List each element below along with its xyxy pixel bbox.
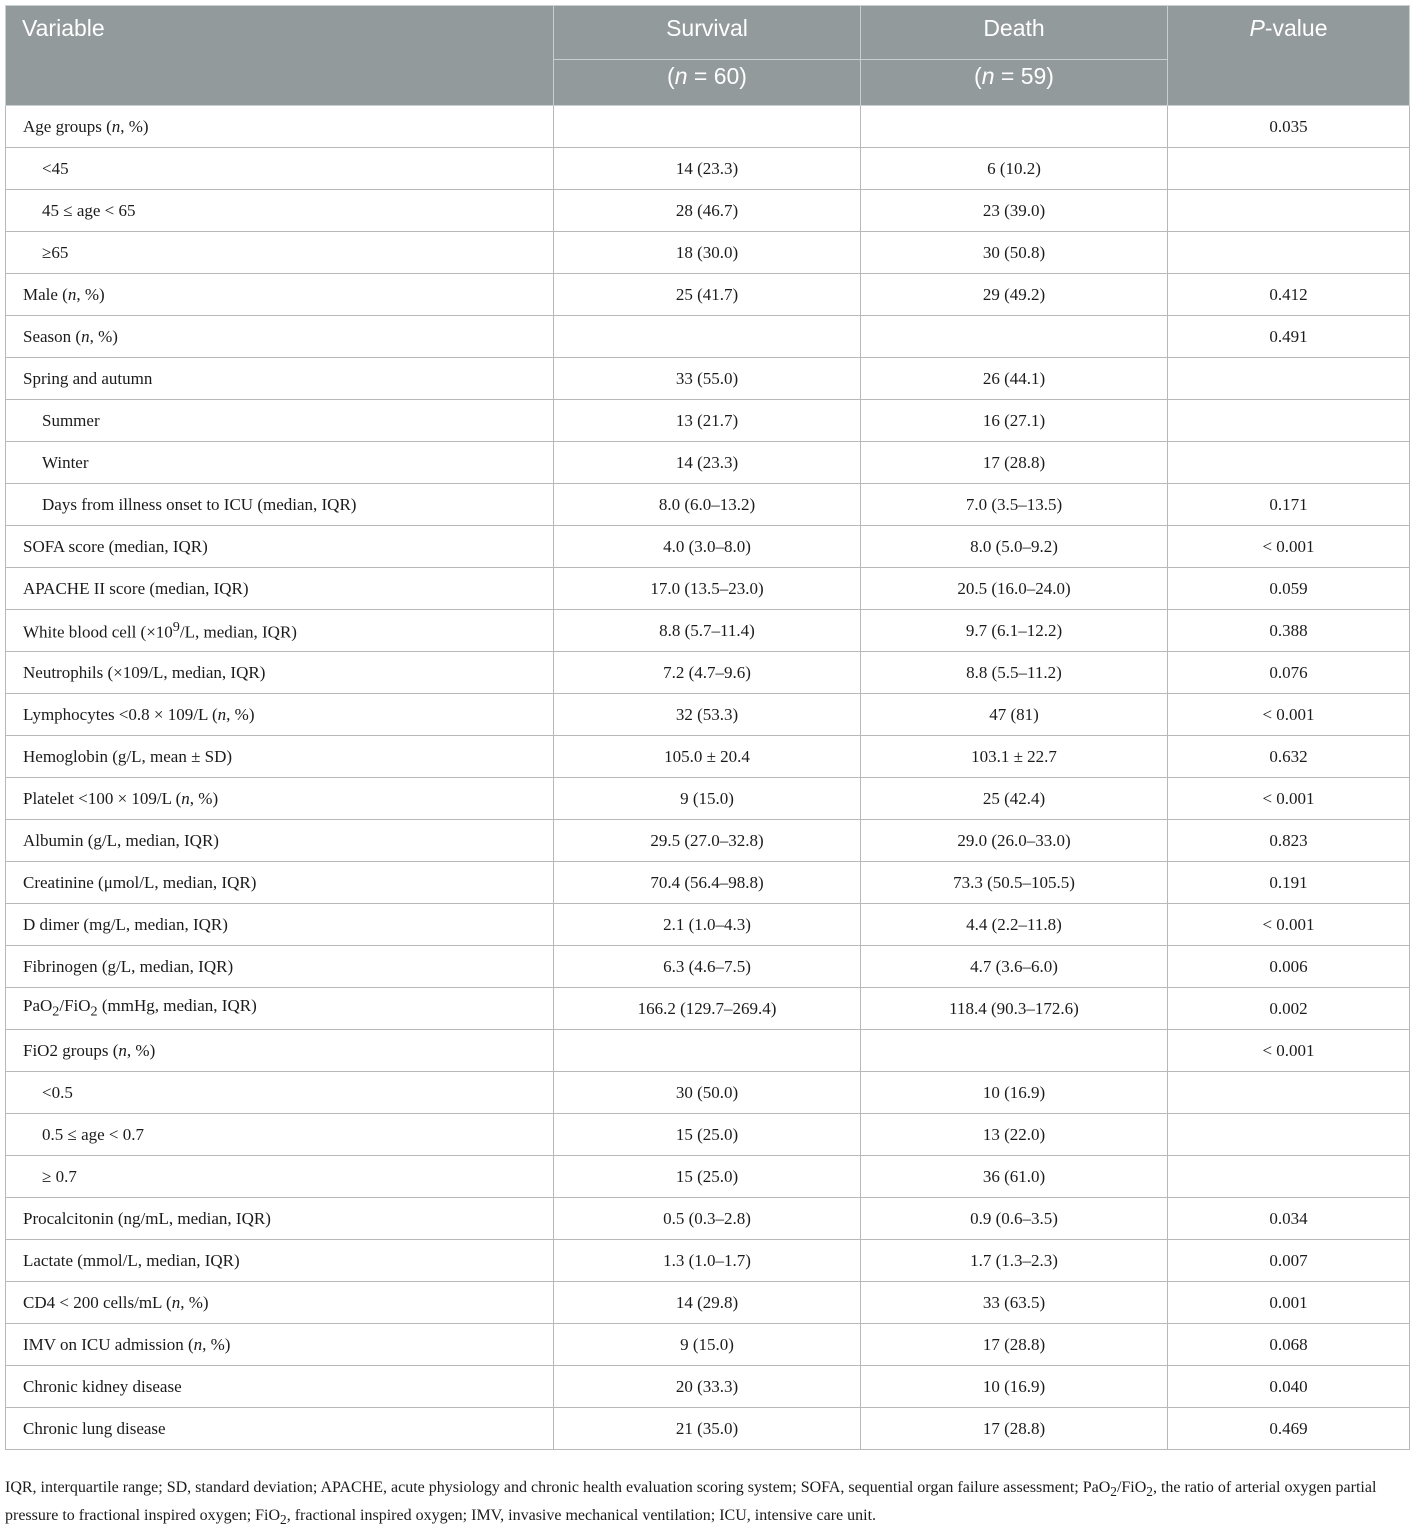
variable-cell: Albumin (g/L, median, IQR) (6, 820, 554, 862)
header-p-rest: -value (1264, 15, 1328, 41)
table-row (6, 358, 1410, 400)
variable-cell: Days from illness onset to ICU (median, IQR) (6, 484, 554, 526)
table-header (6, 6, 1410, 106)
table-row (6, 1324, 1410, 1366)
table-row (6, 1114, 1410, 1156)
survival-cell: 15 (25.0) (554, 1114, 861, 1156)
table-row (6, 778, 1410, 820)
header-p-value (1168, 6, 1410, 106)
survival-cell: 0.5 (0.3–2.8) (554, 1198, 861, 1240)
death-cell: 10 (16.9) (861, 1366, 1168, 1408)
table-row (6, 820, 1410, 862)
survival-cell: 7.2 (4.7–9.6) (554, 652, 861, 694)
death-cell: 23 (39.0) (861, 190, 1168, 232)
variable-cell: White blood cell ($\times 10^9/L$, median, IQR) (6, 610, 554, 652)
survival-cell: 14 (23.3) (554, 442, 861, 484)
survival-cell: 33 (55.0) (554, 358, 861, 400)
survival-cell: 9 (15.0) (554, 1324, 861, 1366)
header-survival-label: Survival (666, 15, 748, 41)
variable-cell: FiO2 groups (n, %) (6, 1030, 554, 1072)
survival-cell (554, 1030, 861, 1072)
survival-cell: 15 (25.0) (554, 1156, 861, 1198)
death-cell (861, 106, 1168, 148)
death-cell: 30 (50.8) (861, 232, 1168, 274)
p-value-cell (1168, 400, 1410, 442)
p-value-cell (1168, 358, 1410, 400)
table-row (6, 694, 1410, 736)
death-cell: 29 (49.2) (861, 274, 1168, 316)
p-value-cell (1168, 1156, 1410, 1198)
variable-cell: IMV on ICU admission (n, %) (6, 1324, 554, 1366)
death-cell: 1.7 (1.3–2.3) (861, 1240, 1168, 1282)
table-row (6, 1072, 1410, 1114)
survival-cell: 2.1 (1.0–4.3) (554, 904, 861, 946)
p-value-cell: 0.034 (1168, 1198, 1410, 1240)
table-row (6, 1408, 1410, 1450)
table-row (6, 1198, 1410, 1240)
table-row (6, 652, 1410, 694)
survival-cell (554, 316, 861, 358)
survival-cell (554, 106, 861, 148)
p-value-cell: 0.823 (1168, 820, 1410, 862)
death-cell: 7.0 (3.5–13.5) (861, 484, 1168, 526)
survival-cell: 21 (35.0) (554, 1408, 861, 1450)
variable-cell: ≥ 0.7 (6, 1156, 554, 1198)
p-value-cell: 0.007 (1168, 1240, 1410, 1282)
variable-cell: CD4 < 200 cells/mL (n, %) (6, 1282, 554, 1324)
variable-cell: ≥65 (6, 232, 554, 274)
death-cell (861, 1030, 1168, 1072)
survival-cell: 6.3 (4.6–7.5) (554, 946, 861, 988)
variable-cell: 0.5 ≤ age < 0.7 (6, 1114, 554, 1156)
survival-cell: 105.0 ± 20.4 (554, 736, 861, 778)
p-value-cell: 0.002 (1168, 988, 1410, 1030)
table-row (6, 1240, 1410, 1282)
survival-cell: 14 (23.3) (554, 148, 861, 190)
p-value-cell: 0.040 (1168, 1366, 1410, 1408)
death-cell: 29.0 (26.0–33.0) (861, 820, 1168, 862)
p-value-cell: 0.035 (1168, 106, 1410, 148)
p-value-cell: 0.191 (1168, 862, 1410, 904)
table-body (6, 106, 1410, 1450)
table-container (5, 5, 1409, 1450)
death-cell: 20.5 (16.0–24.0) (861, 568, 1168, 610)
table-row (6, 1156, 1410, 1198)
survival-cell: 8.0 (6.0–13.2) (554, 484, 861, 526)
death-cell: 103.1 ± 22.7 (861, 736, 1168, 778)
header-survival-n (554, 60, 861, 106)
death-cell: 17 (28.8) (861, 1408, 1168, 1450)
death-cell (861, 316, 1168, 358)
p-value-cell (1168, 148, 1410, 190)
survival-cell: 13 (21.7) (554, 400, 861, 442)
data-table (5, 5, 1410, 1450)
variable-cell: Male (n, %) (6, 274, 554, 316)
header-variable (6, 6, 554, 106)
death-cell: 17 (28.8) (861, 442, 1168, 484)
table-row (6, 190, 1410, 232)
variable-cell: Platelet <100 × 109/L (n, %) (6, 778, 554, 820)
header-death (861, 6, 1168, 60)
table-row (6, 148, 1410, 190)
variable-cell: Lymphocytes <0.8 × 109/L (n, %) (6, 694, 554, 736)
header-death-n-rest: = 59) (994, 63, 1054, 89)
table-row (6, 316, 1410, 358)
survival-cell: 20 (33.3) (554, 1366, 861, 1408)
table-row (6, 904, 1410, 946)
table-row (6, 946, 1410, 988)
header-death-n (861, 60, 1168, 106)
p-value-cell (1168, 442, 1410, 484)
p-value-cell: < 0.001 (1168, 904, 1410, 946)
death-cell: 33 (63.5) (861, 1282, 1168, 1324)
survival-cell: 18 (30.0) (554, 232, 861, 274)
variable-cell: Winter (6, 442, 554, 484)
header-survival-n-prefix: ( (667, 63, 675, 89)
survival-cell: 166.2 (129.7–269.4) (554, 988, 861, 1030)
death-cell: 4.7 (3.6–6.0) (861, 946, 1168, 988)
table-row (6, 106, 1410, 148)
survival-cell: 14 (29.8) (554, 1282, 861, 1324)
death-cell: 26 (44.1) (861, 358, 1168, 400)
p-value-cell: 0.059 (1168, 568, 1410, 610)
variable-cell: 45 ≤ age < 65 (6, 190, 554, 232)
variable-cell: <45 (6, 148, 554, 190)
death-cell: 25 (42.4) (861, 778, 1168, 820)
death-cell: 36 (61.0) (861, 1156, 1168, 1198)
variable-cell: Spring and autumn (6, 358, 554, 400)
survival-cell: 28 (46.7) (554, 190, 861, 232)
p-value-cell: < 0.001 (1168, 526, 1410, 568)
table-row (6, 442, 1410, 484)
p-value-cell: 0.001 (1168, 1282, 1410, 1324)
p-value-cell: < 0.001 (1168, 694, 1410, 736)
survival-cell: 70.4 (56.4–98.8) (554, 862, 861, 904)
survival-cell: 29.5 (27.0–32.8) (554, 820, 861, 862)
header-p-italic: P (1249, 15, 1265, 41)
table-row (6, 232, 1410, 274)
survival-cell: 30 (50.0) (554, 1072, 861, 1114)
p-value-cell (1168, 190, 1410, 232)
variable-cell: Chronic lung disease (6, 1408, 554, 1450)
survival-cell: 4.0 (3.0–8.0) (554, 526, 861, 568)
p-value-cell (1168, 232, 1410, 274)
table-row (6, 1282, 1410, 1324)
p-value-cell: < 0.001 (1168, 1030, 1410, 1072)
header-survival-n-rest: = 60) (687, 63, 747, 89)
header-death-label: Death (983, 15, 1045, 41)
variable-cell: Summer (6, 400, 554, 442)
survival-cell: 25 (41.7) (554, 274, 861, 316)
variable-cell: D dimer (mg/L, median, IQR) (6, 904, 554, 946)
p-value-cell: 0.006 (1168, 946, 1410, 988)
p-value-cell: 0.171 (1168, 484, 1410, 526)
death-cell: 16 (27.1) (861, 400, 1168, 442)
p-value-cell: 0.068 (1168, 1324, 1410, 1366)
p-value-cell (1168, 1114, 1410, 1156)
death-cell: 13 (22.0) (861, 1114, 1168, 1156)
death-cell: 47 (81) (861, 694, 1168, 736)
variable-cell: Hemoglobin (g/L, mean ± SD) (6, 736, 554, 778)
table-row (6, 484, 1410, 526)
variable-cell: SOFA score (median, IQR) (6, 526, 554, 568)
death-cell: 17 (28.8) (861, 1324, 1168, 1366)
header-death-n-italic: n (981, 63, 995, 89)
variable-cell: Procalcitonin (ng/mL, median, IQR) (6, 1198, 554, 1240)
death-cell: 4.4 (2.2–11.8) (861, 904, 1168, 946)
variable-cell: Age groups (n, %) (6, 106, 554, 148)
header-death-n-prefix: ( (974, 63, 982, 89)
header-survival (554, 6, 861, 60)
p-value-cell: 0.632 (1168, 736, 1410, 778)
p-value-cell (1168, 1072, 1410, 1114)
table-footnote: IQR, interquartile range; SD, standard deviation; APACHE, acute physiology and chronic health evaluation scoring system; SOFA, sequential organ failure assessment; PaO$_2$/FiO$_2$, the ratio of arterial oxygen partial pressure to fractional inspired oxygen; FiO$_2$, fractional inspired oxygen; IMV, invasive mechanical ventilation; ICU, intensive care unit. (5, 1479, 1377, 1528)
death-cell: 9.7 (6.1–12.2) (861, 610, 1168, 652)
p-value-cell: 0.076 (1168, 652, 1410, 694)
variable-cell: <0.5 (6, 1072, 554, 1114)
variable-cell: APACHE II score (median, IQR) (6, 568, 554, 610)
survival-cell: 9 (15.0) (554, 778, 861, 820)
table-row (6, 610, 1410, 652)
table-row (6, 274, 1410, 316)
table-row (6, 862, 1410, 904)
table-row (6, 568, 1410, 610)
death-cell: 73.3 (50.5–105.5) (861, 862, 1168, 904)
table-row (6, 1366, 1410, 1408)
p-value-cell: 0.469 (1168, 1408, 1410, 1450)
table-row (6, 736, 1410, 778)
survival-cell: 1.3 (1.0–1.7) (554, 1240, 861, 1282)
variable-cell: PaO$_2$/FiO$_2$ (mmHg, median, IQR) (6, 988, 554, 1030)
death-cell: 8.8 (5.5–11.2) (861, 652, 1168, 694)
variable-cell: Lactate (mmol/L, median, IQR) (6, 1240, 554, 1282)
p-value-cell: 0.388 (1168, 610, 1410, 652)
header-variable-label: Variable (22, 15, 105, 41)
table-row (6, 988, 1410, 1030)
death-cell: 0.9 (0.6–3.5) (861, 1198, 1168, 1240)
header-survival-n-italic: n (674, 63, 688, 89)
p-value-cell: 0.412 (1168, 274, 1410, 316)
table-row (6, 526, 1410, 568)
variable-cell: Fibrinogen (g/L, median, IQR) (6, 946, 554, 988)
variable-cell: Season (n, %) (6, 316, 554, 358)
death-cell: 8.0 (5.0–9.2) (861, 526, 1168, 568)
p-value-cell: < 0.001 (1168, 778, 1410, 820)
variable-cell: Creatinine (μmol/L, median, IQR) (6, 862, 554, 904)
variable-cell: Chronic kidney disease (6, 1366, 554, 1408)
death-cell: 10 (16.9) (861, 1072, 1168, 1114)
table-row (6, 1030, 1410, 1072)
death-cell: 118.4 (90.3–172.6) (861, 988, 1168, 1030)
survival-cell: 32 (53.3) (554, 694, 861, 736)
p-value-cell: 0.491 (1168, 316, 1410, 358)
death-cell: 6 (10.2) (861, 148, 1168, 190)
survival-cell: 17.0 (13.5–23.0) (554, 568, 861, 610)
table-row (6, 400, 1410, 442)
survival-cell: 8.8 (5.7–11.4) (554, 610, 861, 652)
variable-cell: Neutrophils (×109/L, median, IQR) (6, 652, 554, 694)
